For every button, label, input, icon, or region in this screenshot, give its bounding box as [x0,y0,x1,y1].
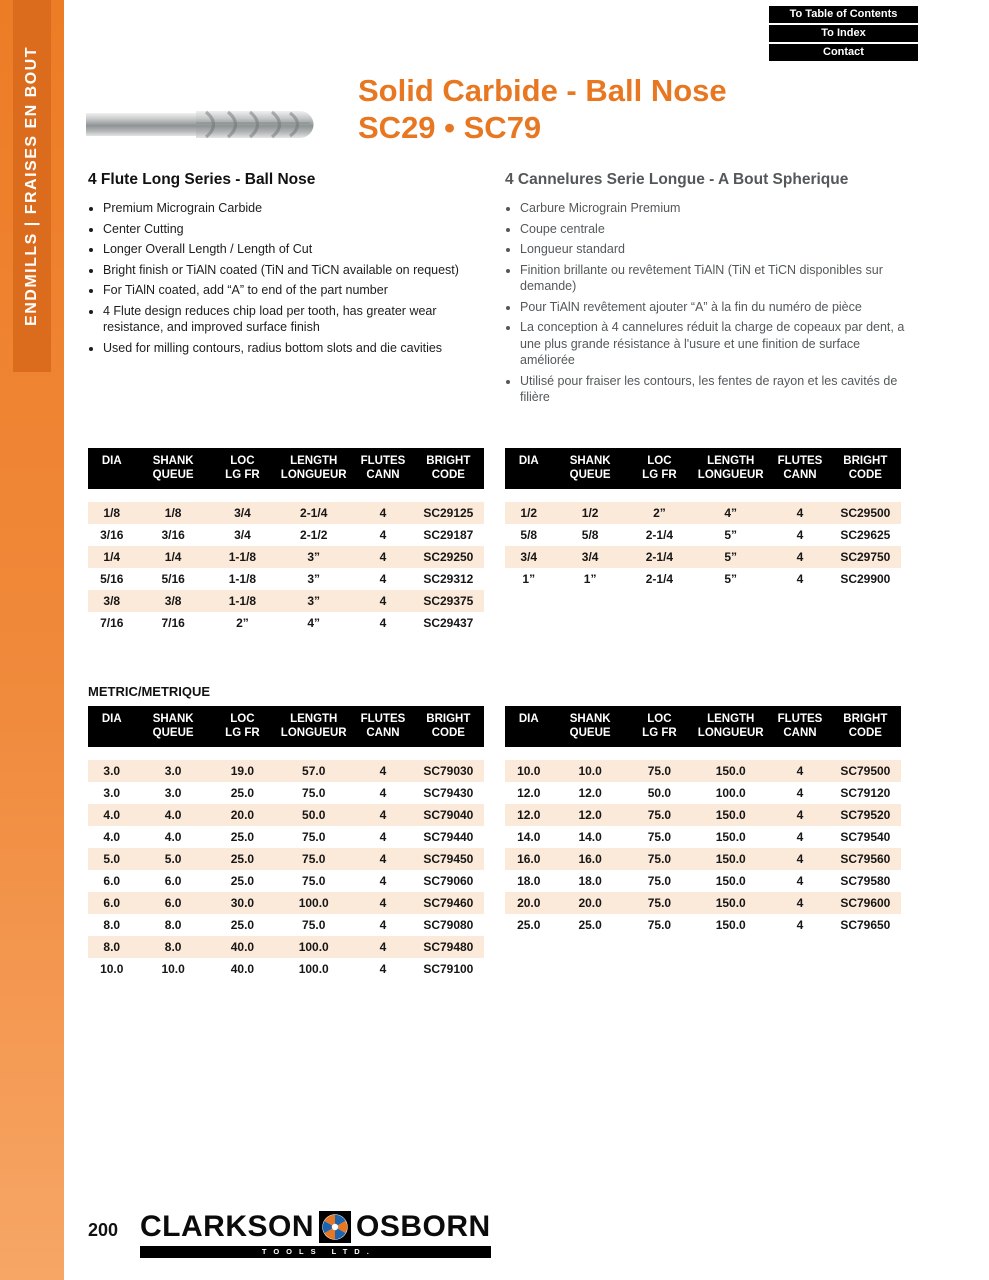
table-row [88,848,484,870]
table-row [88,546,484,568]
table-cell: SC79650 [840,917,891,932]
table-cell: 7/16 [100,615,124,630]
table-cell: 25.0 [230,917,255,932]
table-cell: 4 [379,807,387,822]
table-cell: 4 [796,527,804,542]
table-cell: 10.0 [505,753,553,782]
column-header: SHANK QUEUE [553,448,628,495]
table-cell: 12.0 [517,807,541,822]
table-cell: 1-1/8 [228,571,257,586]
table-cell: 2-1/4 [274,495,353,524]
table-cell: 25.0 [230,851,255,866]
table-cell: SC29625 [840,527,891,542]
table-cell: 75.0 [647,829,672,844]
column-header: LOC LG FR [211,706,274,753]
table-cell: 5/8 [520,527,538,542]
table-cell: 75.0 [647,917,672,932]
table-cell: 4 [379,549,387,564]
table-row [505,826,901,848]
table-cell: 5” [724,527,738,542]
table-cell: 75.0 [302,785,326,800]
table-cell: 4.0 [164,829,182,844]
table-cell: 4 [796,785,804,800]
column-header: BRIGHT CODE [830,448,901,495]
column-header: LENGTH LONGUEUR [274,448,353,495]
column-header: BRIGHT CODE [830,706,901,753]
metric-spec-table-left [88,706,484,980]
bullet-item: • For TiAlN coated, add “A” to end of the part number [103,282,484,299]
table-cell: 25.0 [230,829,255,844]
table-row [88,782,484,804]
table-cell: 8.0 [164,939,182,954]
table-cell: 3/16 [161,527,185,542]
table-row [88,892,484,914]
table-row [88,936,484,958]
table-cell: 4.0 [103,807,121,822]
table-cell: 4 [379,785,387,800]
table-cell: 2-1/4 [645,549,674,564]
table-cell: 2-1/2 [300,527,328,542]
page-number: 200 [88,1220,119,1240]
features-english-list [88,200,484,356]
table-cell: 150.0 [715,829,746,844]
table-cell: 4 [796,571,804,586]
features-french-list [505,200,905,406]
bullet-item: • Longer Overall Length / Length of Cut [103,241,484,258]
column-header: LENGTH LONGUEUR [691,706,770,753]
table-cell: 1/2 [553,495,628,524]
table-cell: 1/8 [88,495,136,524]
nav-contact-button[interactable]: Contact [769,44,918,61]
nav-buttons [769,6,918,63]
table-cell: SC79100 [423,961,474,976]
table-cell: SC79450 [423,851,474,866]
table-cell: 4 [796,807,804,822]
bullet-item: • Carbure Micrograin Premium [520,200,905,217]
table-cell: SC79500 [830,753,901,782]
table-row [505,848,901,870]
table-cell: SC79560 [840,851,891,866]
company-logo [140,1210,491,1258]
column-header: FLUTES CANN [770,706,829,753]
table-cell: SC79040 [423,807,474,822]
table-cell: 20.0 [578,895,602,910]
table-cell: 3” [307,549,321,564]
table-cell: 8.0 [164,917,182,932]
table-cell: 150.0 [715,807,746,822]
table-cell: 100.0 [298,939,329,954]
table-cell: 75.0 [302,829,326,844]
pinwheel-logo-icon [319,1211,351,1243]
table-cell: SC29375 [423,593,474,608]
bullet-item: • Bright finish or TiAlN coated (TiN and TiCN available on request) [103,262,484,279]
table-cell: 75.0 [302,851,326,866]
table-cell: 1/4 [103,549,121,564]
table-row [505,782,901,804]
table-cell: SC79080 [423,917,474,932]
bullet-item: • Longueur standard [520,241,905,258]
column-header: LOC LG FR [628,448,691,495]
table-cell: SC29250 [423,549,474,564]
table-cell: 75.0 [647,807,672,822]
table-cell: 4 [796,549,804,564]
table-cell: 30.0 [230,895,255,910]
table-cell: 25.0 [578,917,602,932]
bullet-item: • Center Cutting [103,221,484,238]
column-header: DIA [505,706,553,753]
table-cell: 4 [796,829,804,844]
table-cell: 2-1/4 [645,571,674,586]
table-cell: 40.0 [230,939,255,954]
endmill-product-image [84,98,332,150]
table-row [505,892,901,914]
table-cell: 6.0 [164,873,182,888]
table-row [505,495,901,524]
bullet-item: • Premium Micrograin Carbide [103,200,484,217]
page-title-line2: SC29 • SC79 [358,110,542,145]
table-cell: 25.0 [517,917,541,932]
sidebar-category-band [13,0,51,372]
table-cell: 16.0 [578,851,602,866]
table-cell: 16.0 [517,851,541,866]
column-header: LOC LG FR [628,706,691,753]
table-cell: 1-1/8 [228,549,257,564]
table-cell: 14.0 [517,829,541,844]
table-cell: 4 [379,829,387,844]
table-cell: SC79480 [423,939,474,954]
table-cell: 3/4 [211,495,274,524]
page-title-line1: Solid Carbide - Ball Nose [358,73,727,108]
table-cell: SC79600 [840,895,891,910]
table-row [505,524,901,546]
table-cell: 4 [770,495,829,524]
bullet-item: • Finition brillante ou revêtement TiAlN (TiN et TiCN disponibles sur demande) [520,262,905,295]
table-cell: 25.0 [230,785,255,800]
table-cell: 5/16 [100,571,124,586]
table-cell: 10.0 [161,961,185,976]
nav-table-of-contents-button[interactable]: To Table of Contents [769,6,918,23]
table-row [505,546,901,568]
column-header: LENGTH LONGUEUR [274,706,353,753]
table-cell: SC29312 [423,571,474,586]
table-cell: 100.0 [298,961,329,976]
table-cell: SC29900 [840,571,891,586]
column-header: DIA [88,448,136,495]
table-row [88,914,484,936]
table-cell: 5.0 [103,851,121,866]
table-cell: 3” [307,593,321,608]
table-cell: 3.0 [164,785,182,800]
table-cell: SC79120 [840,785,891,800]
table-header-row [88,706,484,753]
bullet-item: • La conception à 4 cannelures réduit la charge de copeaux par dent, a une plus grande résistance à l'usure et une finition de surface améliorée [520,319,905,369]
table-cell: 150.0 [715,873,746,888]
table-cell: 4 [379,571,387,586]
column-header: BRIGHT CODE [413,448,484,495]
table-cell: SC79460 [423,895,474,910]
table-cell: 4 [796,873,804,888]
table-row [88,612,484,634]
table-cell: SC29750 [840,549,891,564]
table-cell: 4 [353,495,412,524]
table-cell: 75.0 [647,895,672,910]
table-cell: 75.0 [302,873,326,888]
bullet-item: • Pour TiAlN revêtement ajouter “A” à la fin du numéro de pièce [520,299,905,316]
table-cell: 12.0 [578,785,602,800]
features-french-title: 4 Cannelures Serie Longue - A Bout Spherique [505,171,849,188]
table-cell: 4 [379,593,387,608]
table-cell: 3.0 [103,785,121,800]
table-cell: SC79030 [413,753,484,782]
bullet-item: • 4 Flute design reduces chip load per tooth, has greater wear resistance, and improved surface finish [103,303,484,336]
table-cell: 12.0 [517,785,541,800]
table-cell: 19.0 [211,753,274,782]
table-cell: 4 [379,873,387,888]
table-cell: 4 [379,615,387,630]
metric-spec-table-right [505,706,901,936]
table-cell: 4 [379,939,387,954]
table-cell: 4 [796,895,804,910]
table-cell: 100.0 [298,895,329,910]
logo-word-clarkson: CLARKSON [140,1210,314,1243]
table-cell: 75.0 [628,753,691,782]
company-logo-row [140,1210,491,1244]
column-header: SHANK QUEUE [136,448,211,495]
table-cell: 14.0 [578,829,602,844]
table-cell: 5/8 [581,527,599,542]
features-french [505,170,905,410]
logo-tools-ltd-strip: TOOLS LTD. [140,1246,491,1258]
column-header: BRIGHT CODE [413,706,484,753]
table-cell: 4 [796,851,804,866]
table-cell: SC29187 [423,527,474,542]
table-cell: 4 [379,851,387,866]
table-row [88,753,484,782]
table-cell: 3/8 [103,593,121,608]
column-header: SHANK QUEUE [553,706,628,753]
table-row [505,870,901,892]
table-cell: 2” [236,615,249,630]
table-cell: 2-1/4 [645,527,674,542]
table-cell: 2” [628,495,691,524]
table-cell: SC79580 [840,873,891,888]
table-cell: SC79520 [840,807,891,822]
table-cell: 3” [307,571,321,586]
table-cell: 150.0 [691,753,770,782]
table-header-row [88,448,484,495]
table-cell: 3.0 [136,753,211,782]
table-cell: SC79430 [423,785,474,800]
table-cell: SC29500 [830,495,901,524]
table-cell: 25.0 [230,873,255,888]
column-header: LENGTH LONGUEUR [691,448,770,495]
table-row [88,590,484,612]
table-cell: 5” [724,549,738,564]
table-cell: SC79060 [423,873,474,888]
table-cell: 12.0 [578,807,602,822]
column-header: FLUTES CANN [353,448,412,495]
table-row [505,804,901,826]
table-cell: 8.0 [103,939,121,954]
table-cell: 1/2 [505,495,553,524]
table-row [88,495,484,524]
table-cell: 150.0 [715,851,746,866]
table-cell: 6.0 [103,895,121,910]
table-row [88,870,484,892]
features-english [88,170,484,360]
bullet-item: • Used for milling contours, radius bottom slots and die cavities [103,340,484,357]
sidebar [0,0,64,1280]
table-row [88,804,484,826]
table-cell: 6.0 [103,873,121,888]
table-cell: 3/8 [164,593,182,608]
table-cell: 75.0 [647,851,672,866]
features-english-title: 4 Flute Long Series - Ball Nose [88,171,316,188]
table-cell: 4” [691,495,770,524]
table-row [505,568,901,590]
table-cell: SC79540 [840,829,891,844]
table-cell: 57.0 [274,753,353,782]
table-cell: 6.0 [164,895,182,910]
bullet-item: • Coupe centrale [520,221,905,238]
table-cell: 4 [379,961,387,976]
table-cell: 18.0 [578,873,602,888]
table-cell: 5.0 [164,851,182,866]
table-cell: 4 [379,895,387,910]
column-header: FLUTES CANN [770,448,829,495]
table-cell: 40.0 [230,961,255,976]
table-header-row [505,448,901,495]
table-cell: 75.0 [647,873,672,888]
table-cell: 18.0 [517,873,541,888]
table-cell: 5” [724,571,738,586]
table-row [505,914,901,936]
table-cell: 1-1/8 [228,593,257,608]
bullet-item: • Utilisé pour fraiser les contours, les fentes de rayon et les cavités de filière [520,373,905,406]
table-row [88,958,484,980]
table-cell: 3/16 [100,527,124,542]
table-cell: 1/4 [164,549,182,564]
column-header: SHANK QUEUE [136,706,211,753]
table-cell: 5/16 [161,571,185,586]
table-cell: 3/4 [520,549,538,564]
table-cell: 3/4 [581,549,599,564]
table-cell: 4 [379,917,387,932]
table-cell: 4.0 [164,807,182,822]
table-cell: 8.0 [103,917,121,932]
column-header: DIA [505,448,553,495]
logo-word-osborn: OSBORN [356,1210,491,1243]
table-header-row [505,706,901,753]
table-cell: 1” [522,571,536,586]
column-header: LOC LG FR [211,448,274,495]
table-cell: 4” [307,615,321,630]
table-cell: 150.0 [715,917,746,932]
inch-spec-table-left [88,448,484,634]
table-cell: 10.0 [553,753,628,782]
table-cell: 4 [796,917,804,932]
table-row [88,826,484,848]
column-header: FLUTES CANN [353,706,412,753]
table-cell: 3/4 [234,527,251,542]
table-row [88,524,484,546]
table-cell: 100.0 [715,785,746,800]
table-cell: SC79440 [423,829,474,844]
table-cell: 4 [379,527,387,542]
column-header: DIA [88,706,136,753]
table-cell: 20.0 [517,895,541,910]
table-cell: SC29437 [423,615,474,630]
page-title [358,72,727,146]
table-cell: 4 [770,753,829,782]
table-cell: 4.0 [103,829,121,844]
table-cell: SC29125 [413,495,484,524]
table-cell: 3.0 [88,753,136,782]
table-cell: 20.0 [230,807,255,822]
inch-spec-table-right [505,448,901,590]
nav-index-button[interactable]: To Index [769,25,918,42]
metric-section-label: METRIC/METRIQUE [88,684,211,699]
table-row [88,568,484,590]
table-cell: 4 [353,753,412,782]
table-cell: 1” [583,571,597,586]
table-row [505,753,901,782]
table-cell: 1/8 [136,495,211,524]
table-cell: 7/16 [161,615,185,630]
table-cell: 50.0 [647,785,672,800]
table-cell: 150.0 [715,895,746,910]
table-cell: 75.0 [302,917,326,932]
table-cell: 50.0 [302,807,326,822]
table-cell: 10.0 [100,961,124,976]
sidebar-category-label: ENDMILLS | FRAISES EN BOUT [23,46,40,326]
